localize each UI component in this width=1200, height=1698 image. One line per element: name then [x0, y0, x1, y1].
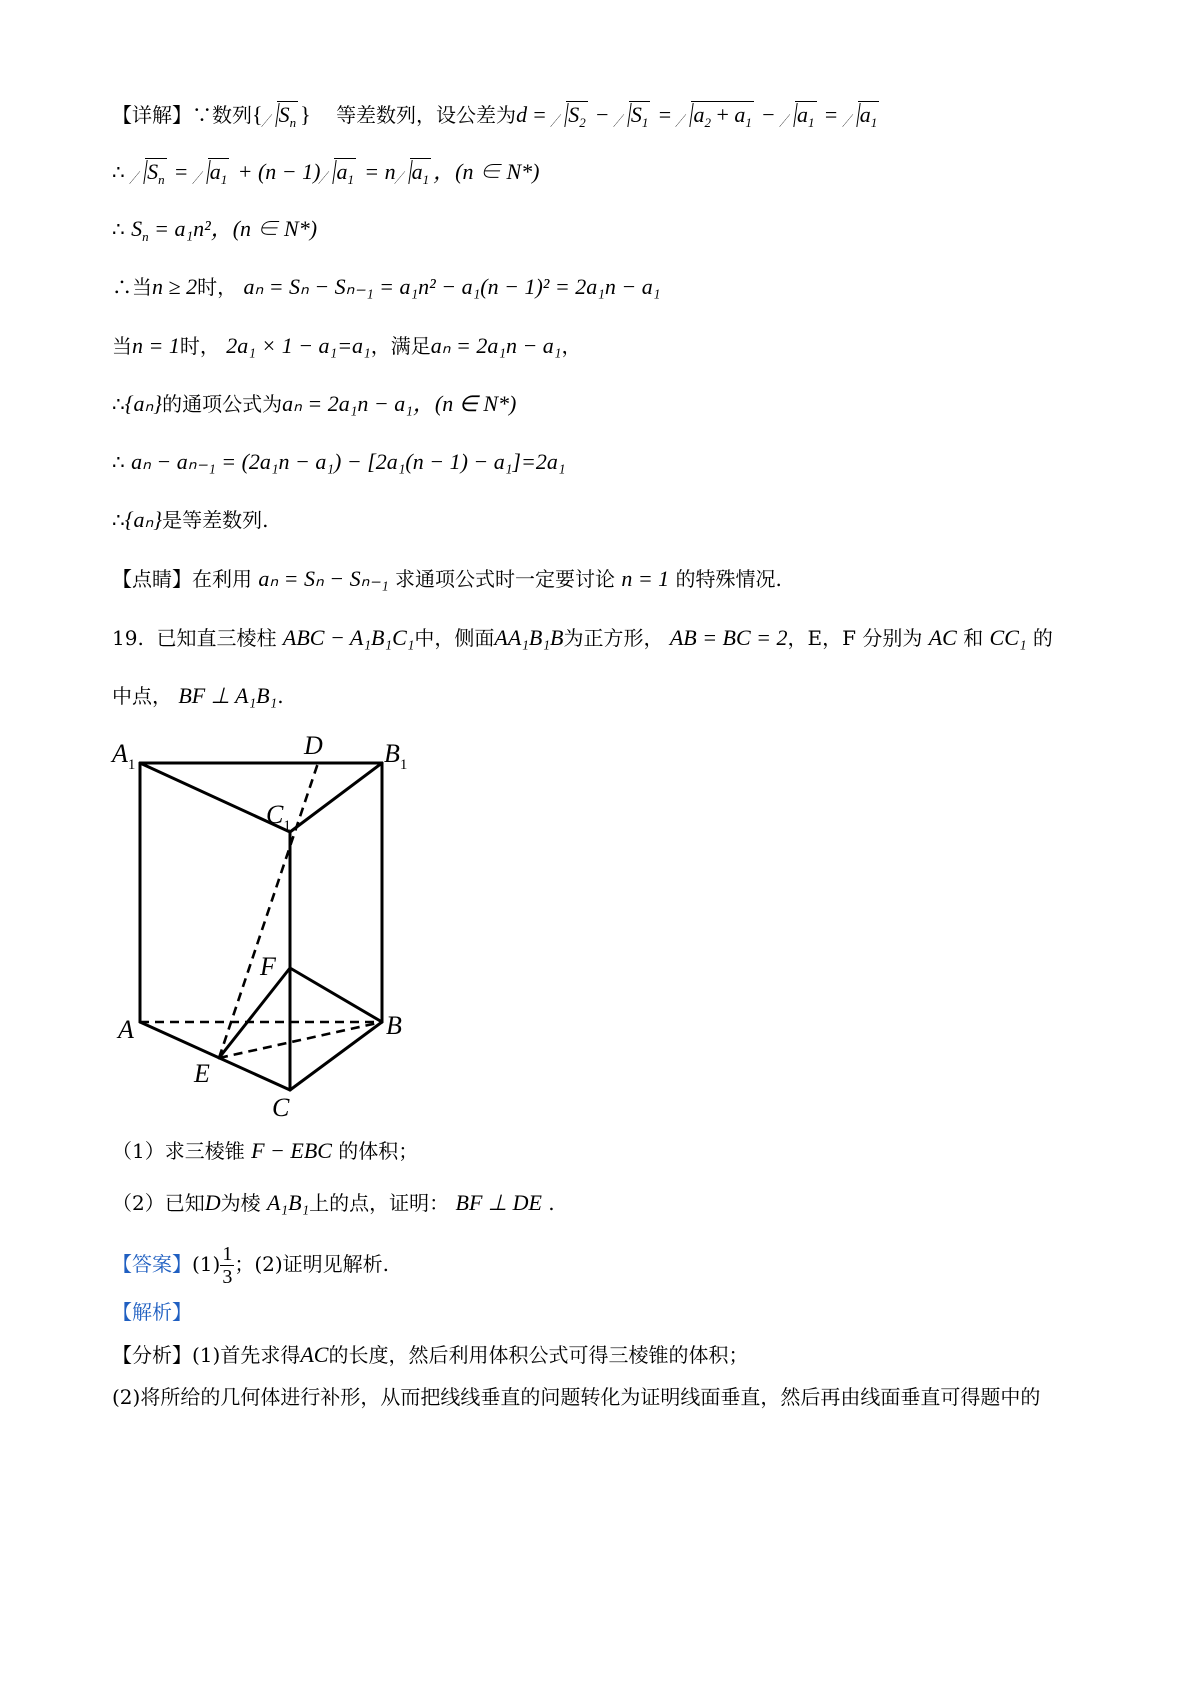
detail-label: 【详解】	[112, 103, 192, 127]
edge-b1-c1	[290, 763, 382, 832]
answer-label: 【答案】	[112, 1252, 192, 1276]
answer-fraction: $\frac{1}{3}$	[222, 1243, 233, 1288]
detail-line-1: 【详解】∵数列{ $S_n$ } 等差数列，设公差为$d = S_2 - S_1 = a_2 + a_1 - a_1 = a_1$	[112, 100, 881, 138]
label-f: F	[260, 952, 276, 981]
segment-f-b	[290, 968, 382, 1022]
label-e: E	[194, 1059, 210, 1088]
detail-line-2: ∴ $S_n = a_1 + (n - 1) a_1 = n$ $a_1$ ，(n ∈ N*)	[112, 157, 539, 195]
fenxi-line-1: 【分析】(1)首先求得AC的长度，然后利用体积公式可得三棱锥的体积；	[112, 1342, 749, 1367]
edge-b-c	[290, 1022, 382, 1090]
analysis-label: 【解析】	[112, 1300, 192, 1324]
label-b1: $B_1$	[384, 739, 408, 773]
detail-line-6: ∴{aₙ}的通项公式为aₙ = 2a₁n − a₁，(n ∈ N*)	[112, 391, 517, 416]
label-a: A	[118, 1015, 134, 1044]
sqrt-sn: $S_n$	[263, 100, 299, 138]
comment-label: 【点睛】	[112, 567, 192, 591]
label-a1: $A_1$	[112, 739, 136, 773]
detail-line-3: ∴ $S_n = a_1n^2$，(n ∈ N*)	[112, 216, 318, 244]
edge-a-c	[140, 1022, 290, 1090]
fenxi-line-2: (2)将所给的几何体进行补形，从而把线线垂直的问题转化为证明线面垂直，然后再由线面垂直可得题中的	[112, 1385, 1041, 1409]
label-d: D	[304, 731, 323, 760]
label-c: C	[272, 1093, 290, 1122]
analysis-label-line	[112, 1297, 192, 1327]
prism-figure	[100, 730, 440, 1130]
answer-line: 【答案】(1) $\frac{1}{3}$ ；(2)证明见解析.	[112, 1243, 390, 1288]
problem-number: 19.	[112, 626, 144, 650]
problem-19-line-1: 19. 已知直三棱柱 ABC − A₁B₁C₁中，侧面AA₁B₁B为正方形， AB = BC = 2，E，F 分别为 AC 和 CC₁ 的	[112, 625, 1053, 650]
label-b: B	[386, 1011, 402, 1040]
question-2: （2）已知D为棱 A₁B₁上的点，证明： BF ⊥ DE .	[112, 1190, 555, 1215]
detail-line-7: ∴ aₙ − aₙ₋₁ = (2a₁n − a₁) − [2a₁(n − 1) − a₁]=2a₁	[112, 449, 566, 474]
detail-line-5: 当n = 1时， 2a₁ × 1 − a₁=a₁，满足aₙ = 2a₁n − a₁，	[112, 333, 582, 358]
label-c1: $C_1$	[266, 800, 291, 834]
detail-line-4: ∴当n ≥ 2时， aₙ = Sₙ − Sₙ₋₁ = a₁n² − a₁(n − 1)² = 2a₁n − a₁	[112, 274, 661, 299]
comment-line: 【点睛】在利用 aₙ = Sₙ − Sₙ₋₁ 求通项公式时一定要讨论 n = 1 的特殊情况.	[112, 566, 782, 591]
detail-line-8: ∴{aₙ}是等差数列.	[112, 507, 269, 532]
fenxi-label: 【分析】	[112, 1343, 192, 1367]
question-1: （1）求三棱锥 F − EBC 的体积；	[112, 1138, 419, 1163]
problem-19-line-2: 中点， BF ⊥ A₁B₁.	[112, 683, 284, 708]
